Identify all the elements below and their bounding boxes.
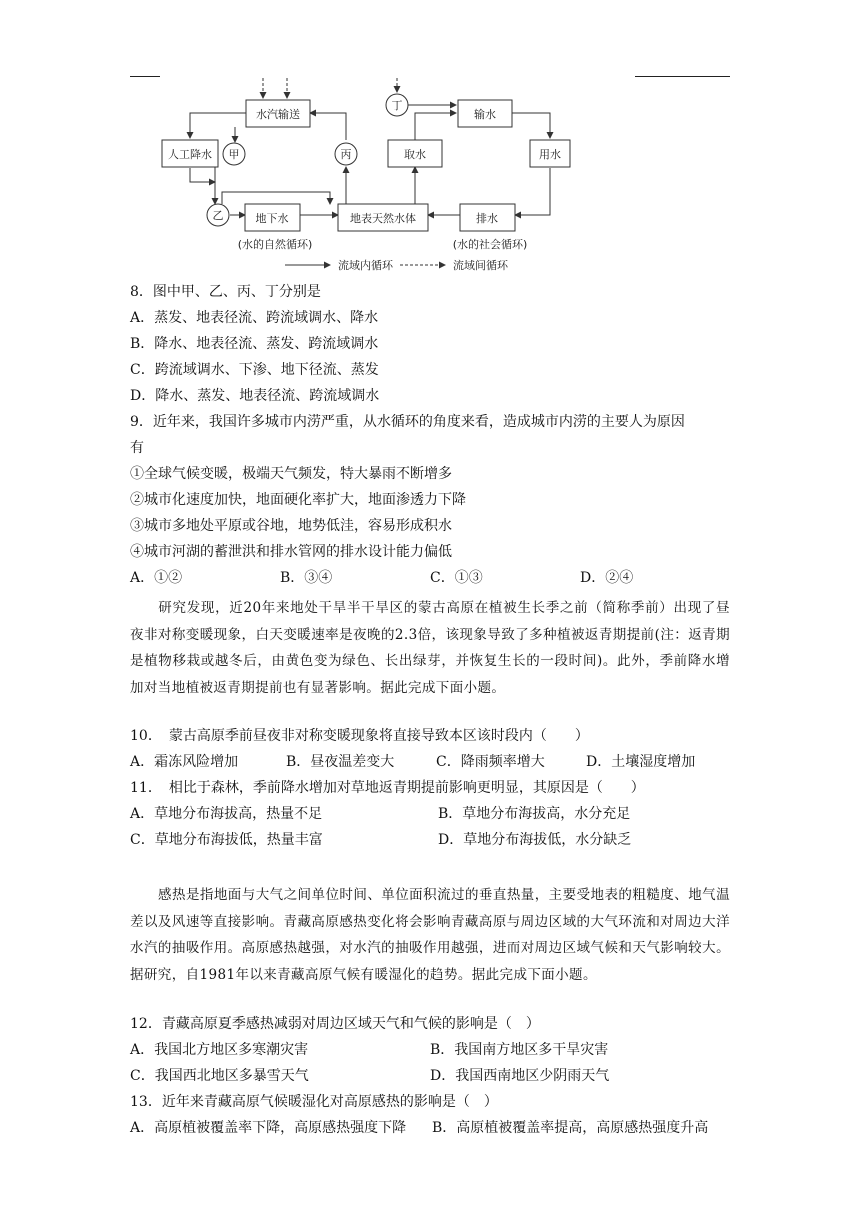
header-rule-right [635,76,730,77]
q13-option-b: B．高原植被覆盖率提高，高原感热强度升高 [432,1120,709,1136]
q9-item-2: ②城市化速度加快，地面硬化率扩大，地面渗透力下降 [130,492,466,508]
q9-item-1: ①全球气候变暖，极端天气频发，特大暴雨不断增多 [130,466,452,482]
legend-solid-label: 流域内循环 [338,259,393,272]
q13-stem: 13．近年来青藏高原气候暖湿化对高原感热的影响是（ ） [130,1094,498,1110]
box-surface-water: 地表天然水体 [350,212,416,225]
passage-1-text: 研究发现，近20年来地处干旱半干旱区的蒙古高原在植被生长季之前（简称季前）出现了昼夜非对称变暖现象，白天变暖速率是夜晚的2.3倍，该现象导致了多种植被返青期提前(注：返青期是植物移栽或越冬后，由黄色变为绿色、长出绿芽，并恢复生长的一段时间)。此外，季前降水增加对当地植被返青期提前也有显著影响。据此完成下面小题。 [130,600,730,696]
q13-option-a: A．高原植被覆盖率下降，高原感热强度下降 [130,1120,407,1136]
passage-tibetan-plateau [130,882,730,988]
water-cycle-diagram [160,72,580,282]
q9-option-a: A．①② [130,570,183,586]
q9-stem: 9．近年来，我国许多城市内涝严重，从水循环的角度来看，造成城市内涝的主要人为原因 [130,414,685,430]
q8-option-c: C．跨流域调水、下渗、地下径流、蒸发 [130,362,379,378]
circle-bing: 丙 [340,148,352,161]
q12-option-b: B．我国南方地区多干旱灾害 [430,1042,609,1058]
box-water-delivery: 输水 [474,108,496,121]
q11-option-a: A．草地分布海拔高，热量不足 [130,806,323,822]
legend-dashed-label: 流域间循环 [453,259,508,272]
q8-option-b: B．降水、地表径流、蒸发、跨流域调水 [130,336,379,352]
q10-option-c: C．降雨频率增大 [436,754,545,770]
box-water-use: 用水 [539,148,561,161]
caption-natural-cycle: (水的自然循环) [237,238,313,251]
q9-stem-cont: 有 [130,440,144,456]
q8-option-d: D．降水、蒸发、地表径流、跨流域调水 [130,388,380,404]
box-groundwater: 地下水 [255,212,289,225]
q12-option-a: A．我国北方地区多寒潮灾害 [130,1042,309,1058]
q10-option-b: B．昼夜温差变大 [286,754,395,770]
q12-option-c: C．我国西北地区多暴雪天气 [130,1068,309,1084]
passage-mongolian-plateau [130,595,730,701]
q8-option-a: A．蒸发、地表径流、跨流域调水、降水 [130,310,379,326]
q9-option-c: C．①③ [430,570,483,586]
q11-option-b: B．草地分布海拔高，水分充足 [438,806,631,822]
q9-item-3: ③城市多地处平原或谷地，地势低洼，容易形成积水 [130,518,452,534]
passage-2-text: 感热是指地面与大气之间单位时间、单位面积流过的垂直热量，主要受地表的粗糙度、地气温差以及风速等直接影响。青藏高原感热变化将会影响青藏高原与周边区域的大气环流和对周边大洋水汽的抽吸作用。高原感热越强，对水汽的抽吸作用越强，进而对周边区域气候和天气影响较大。据研究，自1981年以来青藏高原气候有暖湿化的趋势。据此完成下面小题。 [130,887,730,983]
q10-option-d: D．土壤湿度增加 [586,754,696,770]
q11-stem: 11． 相比于森林，季前降水增加对草地返青期提前影响更明显，其原因是（ ） [130,780,645,796]
box-drainage: 排水 [476,212,498,225]
q9-option-b: B．③④ [280,570,333,586]
q9-option-d: D．②④ [580,570,634,586]
circle-jia: 甲 [228,148,240,161]
q9-item-4: ④城市河湖的蓄泄洪和排水管网的排水设计能力偏低 [130,544,452,560]
q8-stem: 8．图中甲、乙、丙、丁分别是 [130,284,321,300]
box-vapor-transport: 水汽输送 [256,108,300,121]
circle-yi: 乙 [212,209,224,222]
circle-ding: 丁 [391,99,403,112]
q10-option-a: A．霜冻风险增加 [130,754,239,770]
caption-social-cycle: (水的社会循环) [452,238,528,251]
q12-option-d: D．我国西南地区少阴雨天气 [430,1068,610,1084]
q11-option-c: C．草地分布海拔低，热量丰富 [130,832,323,848]
q12-stem: 12．青藏高原夏季感热减弱对周边区域天气和气候的影响是（ ） [130,1016,540,1032]
box-water-intake: 取水 [404,148,426,161]
q10-stem: 10． 蒙古高原季前昼夜非对称变暖现象将直接导致本区该时段内（ ） [130,728,589,744]
header-rule-left [130,76,160,77]
q11-option-d: D．草地分布海拔低，水分缺乏 [438,832,632,848]
box-artificial-rain: 人工降水 [168,148,212,161]
